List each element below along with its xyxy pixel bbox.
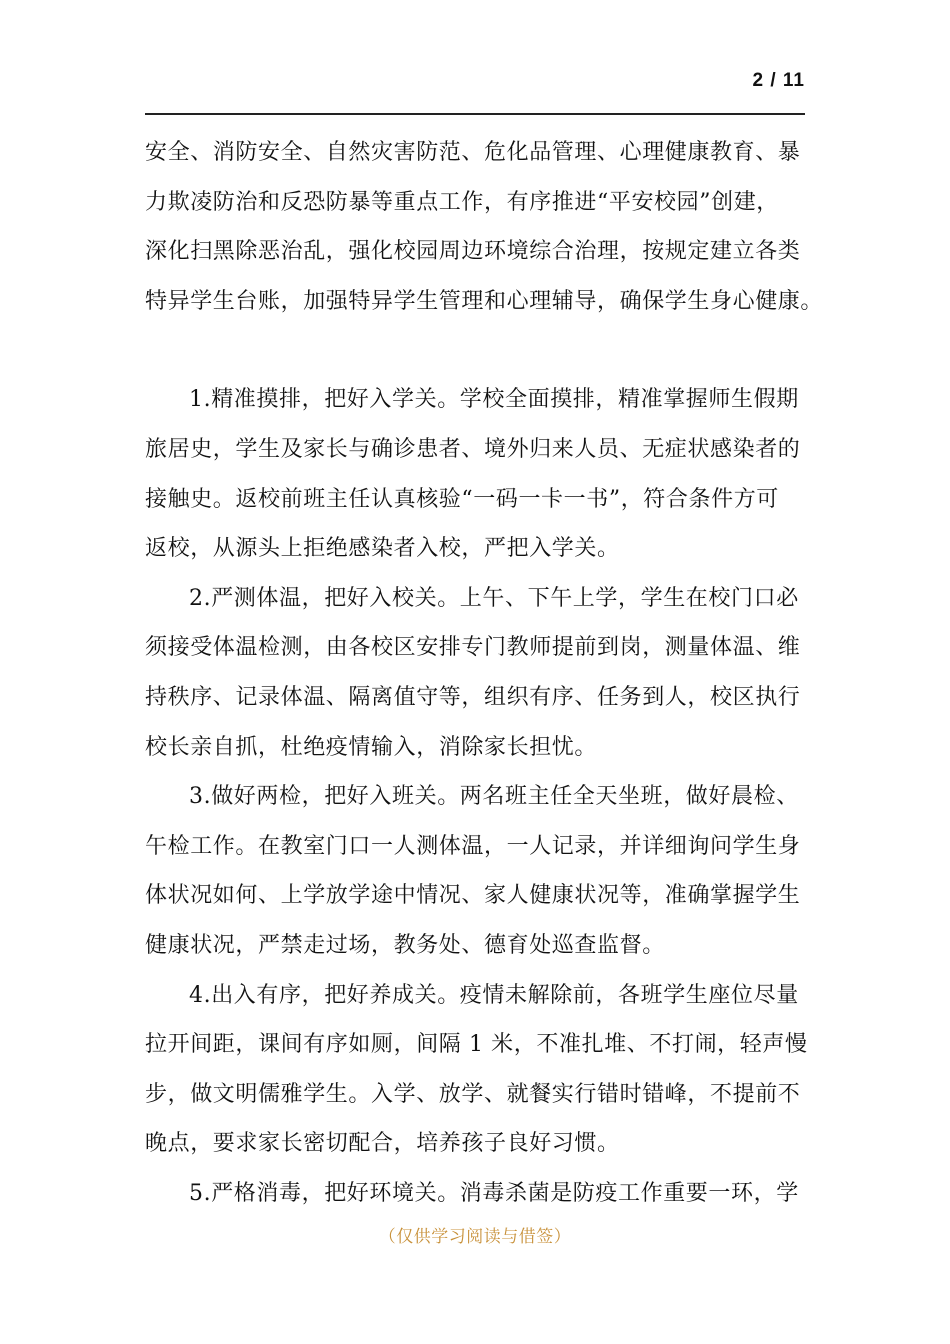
text-line: 5.严格消毒，把好环境关。消毒杀菌是防疫工作重要一环，学 — [189, 1180, 799, 1206]
text-line: 须接受体温检测，由各校区安排专门教师提前到岗，测量体温、维 — [145, 635, 801, 661]
paragraph-item-1 — [145, 375, 810, 573]
text-line: 深化扫黑除恶治乱，强化校园周边环境综合治理，按规定建立各类 — [145, 239, 801, 265]
paragraph-item-5 — [145, 1169, 810, 1219]
text-line: 旅居史，学生及家长与确诊患者、境外归来人员、无症状感染者的 — [145, 436, 801, 462]
text-line: 午检工作。在教室门口一人测体温，一人记录，并详细询问学生身 — [145, 833, 801, 859]
text-line: 安全、消防安全、自然灾害防范、危化品管理、心理健康教育、暴 — [145, 140, 801, 165]
text-line: 接触史。返校前班主任认真核验“一码一卡一书”，符合条件方可 — [145, 486, 779, 512]
paragraph-safety-work — [145, 128, 824, 326]
text-line: 步，做文明儒雅学生。入学、放学、就餐实行错时错峰，不提前不 — [145, 1081, 801, 1107]
paragraph-item-3 — [145, 772, 810, 970]
text-line: 1.精准摸排，把好入学关。学校全面摸排，精准掌握师生假期 — [189, 387, 799, 413]
text-line: 拉开间距，课间有序如厕，间隔 1 米，不准扎堆、不打闹，轻声慢 — [145, 1032, 808, 1058]
text-line: 返校，从源头上拒绝感染者入校，严把入学关。 — [145, 536, 620, 562]
header-divider — [145, 113, 805, 115]
document-body — [145, 128, 824, 1218]
text-line: 校长亲自抓，杜绝疫情输入，消除家长担忧。 — [145, 734, 598, 760]
paragraph-spacer — [145, 326, 810, 375]
text-line: 2.严测体温，把好入校关。上午、下午上学，学生在校门口必 — [189, 585, 799, 611]
paragraph-item-2 — [145, 574, 810, 772]
page-number: 2 / 11 — [752, 70, 805, 91]
text-line: 力欺凌防治和反恐防暴等重点工作，有序推进“平安校园”创建， — [145, 189, 779, 215]
text-line: 特异学生台账，加强特异学生管理和心理辅导，确保学生身心健康。 — [145, 288, 824, 314]
footer-note: （仅供学习阅读与借签） — [378, 1227, 572, 1247]
text-line: 晚点，要求家长密切配合，培养孩子良好习惯。 — [145, 1131, 620, 1157]
text-line: 体状况如何、上学放学途中情况、家人健康状况等，准确掌握学生 — [145, 883, 801, 909]
paragraph-item-4 — [145, 971, 810, 1169]
text-line: 持秩序、记录体温、隔离值守等，组织有序、任务到人，校区执行 — [145, 684, 801, 710]
text-line: 3.做好两检，把好入班关。两名班主任全天坐班，做好晨检、 — [189, 784, 799, 810]
text-line: 健康状况，严禁走过场，教务处、德育处巡查监督。 — [145, 932, 665, 958]
text-line: 4.出入有序，把好养成关。疫情未解除前，各班学生座位尽量 — [189, 982, 799, 1008]
